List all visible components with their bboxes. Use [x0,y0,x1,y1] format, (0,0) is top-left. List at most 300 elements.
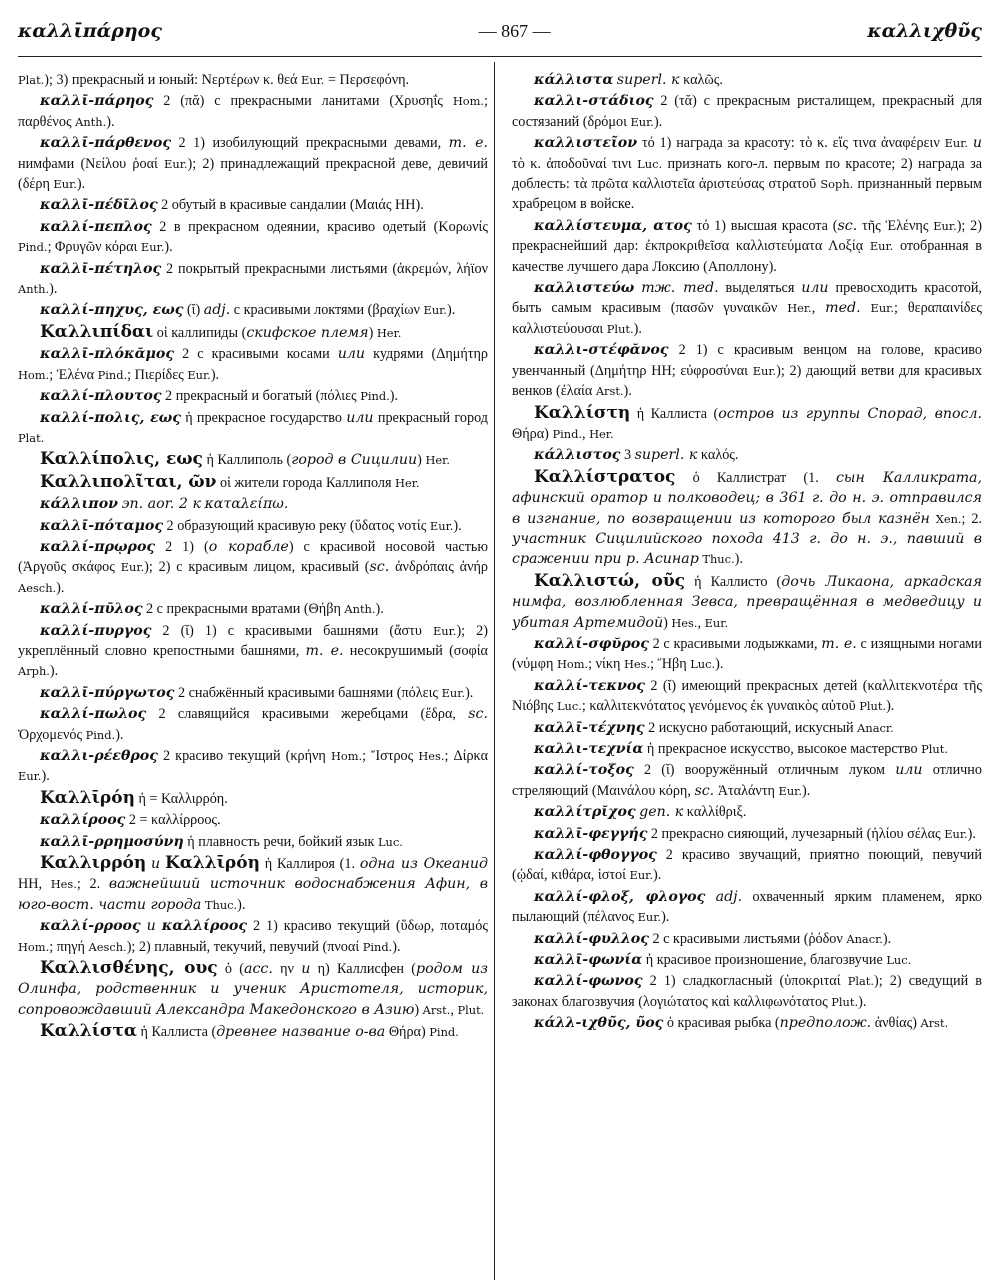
dictionary-entry [18,133,488,194]
entry-text: , [450,1001,458,1018]
italic-text: тж. med. [641,280,719,297]
dictionary-entry [18,810,488,830]
entry-text: ). [375,601,384,618]
entry-text: ἀνθίας) [871,1015,921,1032]
italic-text: sc. [837,217,858,234]
headword: καλλί-πρῳρος [40,538,156,555]
dictionary-entry [18,70,488,90]
entry-text: Ὀρχομενός [18,726,86,743]
source-abbreviation: Pind. [552,426,583,441]
source-abbreviation: Eur. [944,826,968,841]
entry-text: τὸ κ. ἀποδοῦναί τινι [512,155,638,172]
source-abbreviation: Hes. [671,615,698,630]
italic-text: gen. к [639,804,684,821]
source-abbreviation: Eur. [704,615,729,630]
source-abbreviation: Hom. [18,367,50,382]
source-abbreviation: Eur. [637,910,662,925]
source-abbreviation: Eur. [53,177,77,192]
entry-text: с изящными ногами (νύμφη [512,635,982,673]
entry-text: ἡ Каллисто ( [684,573,782,590]
entry-text: ἡ красивое произношение, благозвучие [642,952,887,969]
entry-text: ; Φρυγῶν κόραι [47,239,141,256]
entry-text: 2 прекрасно сияющий, лучезарный (ἡλίου σέλας [647,825,945,842]
italic-text: одна из Океанид [359,856,488,873]
italic-text: о корабле [208,538,289,555]
source-abbreviation: Plut. [859,699,887,714]
entry-text: ). [734,551,743,568]
entry-text: ). [801,782,811,799]
source-abbreviation: Plut. [457,1002,485,1017]
entry-text: 2 (ῐ) имеющий прекрасных детей (καλλιτεκνοτέρα τῆς Νιόβης [512,677,982,715]
headword: καλλι-τεχνία [534,741,644,757]
dictionary-entry [512,278,982,339]
left-column [18,70,488,1276]
entry-text: 2 снабжённый красивыми башнями (πόλεις [174,684,442,701]
right-column [512,70,982,1276]
dictionary-entry [512,571,982,633]
entry-text: Θήρα) [512,425,553,442]
entry-text: ). [392,938,401,955]
headword: καλλι-στάδιος [534,93,654,110]
italic-text: т. е. [448,135,488,152]
italic-text: древнее название о-ва [216,1024,386,1041]
dictionary-entry [18,516,488,536]
entry-text: 2 с красивыми листьями (ῥόδον [648,930,847,947]
entry-text: отлично стреляющий (Μαινάλου κόρη, [512,762,982,799]
dictionary-entry [18,449,488,470]
source-abbreviation: Eur. [629,868,653,883]
italic-text: т. е. [305,642,344,659]
italic-text: и [151,856,161,873]
dictionary-entry [18,322,488,343]
entry-text: ; Πιερίδες [127,366,188,383]
italic-text: участник Сицилийского похода 413 г. до н. э., павший в сражении при р. Асинар [512,530,982,568]
source-abbreviation: Eur. [778,783,802,798]
source-abbreviation: Eur. [441,685,466,700]
entry-text [705,889,715,905]
italic-text: adj. [715,888,743,905]
source-abbreviation: Eur. [870,301,894,316]
headword: καλλί-φλοξ, φλογος [534,888,706,905]
headword: καλλῑ-τέχνης [534,719,645,736]
headword: καλλῑ-πύργωτος [40,684,175,701]
headword: καλλῑ-πλόκᾰμος [40,346,175,363]
entry-text: нимфами (Νείλου ῥοαί [18,155,165,172]
entry-text: ). [886,698,895,715]
headword: κάλλιστος [534,447,621,464]
entry-text: ). [453,517,462,534]
source-abbreviation: Hom. [330,749,363,763]
entry-text: ). [967,825,976,842]
dictionary-entry [512,718,982,738]
headword: καλλί-φωνος [534,973,643,990]
dictionary-entry [18,916,488,957]
headword: καλλί-πεπλος [40,218,152,235]
source-abbreviation: Luc. [886,953,912,968]
source-abbreviation: Anth. [18,282,50,297]
entry-text: ; θεραπαινίδες καλλιστεύουσαι [512,300,982,337]
entry-text: ἡ Каллиста ( [630,405,719,422]
entry-text: 2 1) сладкогласный (ὑποκριταί [642,973,848,990]
italic-text: или [337,346,366,363]
headword: καλλί-πολις, εως [40,409,181,426]
source-abbreviation: Hom. [18,939,50,954]
source-abbreviation: Hes. [50,877,77,892]
entry-text: ). [882,930,892,947]
italic-text: важнейший источник водоснабжения Афин, в юго-вост. части города [18,876,488,913]
source-abbreviation: Pind. [97,367,128,382]
source-abbreviation: Hom. [556,657,589,672]
entry-text: ). [465,684,474,701]
dictionary-entry [18,746,488,787]
source-abbreviation: Plat. [18,73,45,87]
entry-text: ). [633,320,642,337]
dictionary-entry [512,760,982,801]
italic-text: т. е. [821,635,857,652]
dictionary-entry [18,300,488,320]
dictionary-entry [512,445,982,465]
dictionary-entry [18,1021,488,1042]
entry-text: τῆς Ἑλένης [857,217,934,234]
entry-text: ); 2) сведущий в законах благозвучия (λογιώτατος καὶ καλλιφωνότατος [512,973,982,1010]
source-abbreviation: Plat. [847,974,874,989]
proper-name-headword: Καλλιπίδαι [40,321,154,342]
source-abbreviation: Xen. [935,511,962,526]
entry-text: Θήρα) [385,1024,430,1041]
entry-text: несокрушимый (σοφία [343,642,488,659]
source-abbreviation: Eur. [187,367,211,382]
entry-text: 2 прекрасный и богатый (πόλιες [161,388,361,405]
entry-text [861,300,871,316]
entry-text: 2 1) с красивым венцом на голове, красиво увенчанный (Δημήτηρ HH; εὐφροσύναι [512,342,982,379]
source-abbreviation: Eur. [429,518,454,533]
source-abbreviation: Anacr. [846,931,883,946]
dictionary-entry [18,259,488,300]
source-abbreviation: Eur. [164,156,188,171]
proper-name-headword: Καλλιστώ, οῦς [534,570,685,591]
entry-text: ). [210,366,220,383]
entry-text: (ῐ) [183,302,204,319]
source-abbreviation: Her. [376,325,402,340]
headword: καλλί-φθογγος [534,847,657,864]
entry-text: 2 = καλλίρροος. [125,812,221,829]
italic-text: город в Сицилии [291,452,418,469]
italic-text: или [895,762,923,779]
entry-text: признать кого-л. первым по красоте; 2) награда за доблесть: τὰ πρῶτα καλλιστεῖα ἀριστεύσας στρατοῦ [512,155,982,193]
headword: καλλῑ-ρρημοσύνη [40,833,184,850]
entry-text: ); 2) с красивым лицом, красивый ( [144,559,370,576]
dictionary-entry [18,599,488,619]
headword: καλλῑ-πάρηος [40,93,154,110]
entry-text: τό 1) награда за красоту: τὸ κ. εἴς τινα ἀναφέρειν [637,135,945,152]
source-abbreviation: Hom. [452,94,485,109]
entry-text: отобранная в качестве лучшего дара Локсию (Аполлону). [512,238,982,275]
italic-text: и [972,135,982,152]
source-abbreviation: Plut. [921,742,948,756]
entry-text: τό 1) высшая красота ( [691,217,838,234]
headword: καλλί-ρροος [40,918,141,935]
dictionary-entry [512,676,982,717]
dictionary-entry [512,340,982,401]
entry-text: 2 (πᾰ) с прекрасными ланитами (Χρυσηΐς [153,93,453,110]
entry-text: ; Ἴστρος [362,748,419,764]
source-abbreviation: Eur. [630,114,654,129]
headword: καλλῑ-φωνία [534,952,643,969]
dictionary-entry [18,472,488,493]
dictionary-entry [18,704,488,745]
headword: καλλί-πωλος [40,706,147,723]
entry-text: 2 1) изобилующий прекрасными девами, [170,135,449,152]
entry-text: 2 покрытый прекрасными листьями (ἀκρεμών, λήϊον [161,260,488,277]
headword: καλλιστεῖον [534,135,638,152]
entry-text: ὁ Каллистрат (1. [675,469,836,486]
entry-text: Ἀταλάντη [714,782,779,799]
entry-text: ). [389,388,399,405]
source-abbreviation: Aesch. [18,580,57,595]
italic-text: скифское племя [246,324,369,341]
entry-text: выделяться [718,280,802,297]
italic-text: sc. [694,782,715,799]
headword: καλλῑ-πέτηλος [40,260,162,277]
source-abbreviation: Pind. [429,1025,459,1040]
entry-text: 2 красиво звучащий, приятно поющий, певучий (ᾠδαί, κιθάρα, ἱστοί [512,847,982,884]
headword: καλλῑ-φεγγής [534,825,648,842]
source-abbreviation: Her. [589,426,614,441]
source-abbreviation: Eur. [432,623,457,638]
entry-text: οἱ жители города Каллиполя [216,474,396,491]
source-abbreviation: Eur. [120,560,145,575]
entry-text: 2 с прекрасными вратами (Θήβη [142,601,345,618]
entry-text: ; παρθένος [18,93,488,130]
dictionary-entry [18,621,488,682]
entry-text: охваченный ярким пламенем, ярко пылающий (πέλανος [512,888,982,926]
entry-text: ). [164,239,173,256]
italic-text: и [301,961,311,978]
entry-text: 2 с красивыми лодыжками, [648,635,822,652]
entry-text: ; νίκη [588,656,624,673]
dictionary-entry [512,70,982,90]
dictionary-entry [18,408,488,449]
entry-text: 2 образующий красивую реку (ὕδατος νοτίς [163,517,430,534]
italic-text: или [801,280,829,297]
dictionary-entry [18,217,488,258]
entry-text: 2 искусно работающий, искусный [644,719,858,736]
source-abbreviation: Anth. [75,114,107,129]
headword: καλλί-σφῠρος [534,635,649,652]
dictionary-entry [18,344,488,385]
entry-text: ) [663,614,672,631]
entry-text: ); 2) плавный, текучий, певучий (πνοαί [126,938,363,955]
entry-text: ἡ плавность речи, бойкий язык [183,833,378,850]
dictionary-entry [18,91,488,132]
dictionary-entry [512,845,982,886]
source-abbreviation: Her. [425,453,450,468]
headword: καλλῑ-πόταμος [40,517,163,534]
proper-name-headword: Καλλίστη [534,402,631,423]
entry-text: ); 3) прекрасный и юный: Νερτέρων κ. θεά [44,72,301,88]
entry-text: ἀνδρόπαις ἀνήρ [389,559,488,576]
source-abbreviation: Luc. [556,699,582,714]
entry-text: ) [414,1001,423,1018]
headword: κάλλιπον [40,496,119,513]
entry-text: ). [41,768,50,785]
italic-text: acc. [244,961,273,978]
headword: καλλίροος [40,812,126,829]
dictionary-entry [512,467,982,570]
source-abbreviation: Pind. [360,389,390,404]
page-header [18,16,982,46]
italic-text: сын Калликрата, афинский оратор и полководец; в 361 г. до н. э. отправился в изгнание, по возвращении из которого был казнён [512,469,982,527]
entry-text: ; καλλιτεκνότατος γενόμενος ἐκ γυναικὸς αὐτοῦ [581,698,860,715]
source-abbreviation: Pind. [18,240,48,255]
headword: καλλίτρῐχος [534,804,636,821]
entry-text: с красивыми локтями (βραχίων [230,302,424,319]
entry-text: καλλίθριξ. [683,804,747,821]
italic-text: med. [825,300,861,317]
source-abbreviation: Her. [395,475,420,490]
headword: καλλίροος [161,918,247,935]
entry-text: ; πηγή [49,938,89,955]
source-abbreviation: Her. [787,301,812,316]
dictionary-entry [512,91,982,132]
italic-text: sc. [369,559,390,576]
proper-name-headword: Καλλιπολῖται, ῶν [40,471,217,492]
dictionary-entry [512,216,982,277]
dictionary-entry [512,887,982,928]
entry-text: 2 (τᾰ) с прекрасным ристалищем, прекрасный для состязаний (δρόμοι [512,93,982,130]
dictionary-entry [512,971,982,1012]
italic-text: sc. [468,706,488,723]
italic-text: остров из группы Спорад, впосл. [718,405,982,422]
entry-text: ἡ Каллиста ( [136,1024,217,1041]
italic-text: дочь Ликаона, аркадская нимфа, возлюбленная Зевса, превращённая в медведицу и убитая Артемидой [512,573,982,631]
entry-text: ). [661,909,670,926]
source-abbreviation: Eur. [300,73,325,87]
headword: καλλιστεύω [534,280,635,297]
dictionary-entry [512,1013,982,1033]
proper-name-headword: Καλλίστρατος [534,466,676,487]
headword: καλλί-πῡλος [40,601,143,618]
entry-text: ἡ Каллиполь ( [202,452,292,469]
dictionary-entry [18,958,488,1020]
dictionary-entry [512,634,982,675]
entry-text: 3 [620,447,635,464]
headword: καλλί-πλουτος [40,388,162,405]
headword: καλλι-ρέεθρος [40,748,158,764]
source-abbreviation: Anacr. [857,720,894,735]
headword: καλλί-πηχυς, εως [40,302,184,319]
headword: καλλι-στέφᾰνος [534,342,669,359]
headword: καλλί-τεκνος [534,677,645,694]
entry-text: кудрями (Δημήτηρ [365,346,488,363]
source-abbreviation: Eur. [933,218,957,233]
left-guide-word: καλλῑπάρηος [18,20,162,42]
entry-text: 2 славящийся красивыми жеребцами (ἕδρα, [146,706,469,723]
entry-text: 2 1) ( [155,538,209,555]
italic-text: καταλείπω. [204,496,289,513]
italic-text: предполож. [779,1015,872,1032]
source-abbreviation: Eur. [752,363,777,378]
source-abbreviation: Plat. [18,430,45,445]
dictionary-entry [18,195,488,215]
dictionary-entry [18,788,488,809]
entry-text: η) Каллисфен ( [310,961,416,978]
entry-text: 2 1) красиво текущий (ὕδωρ, ποταμός [247,918,488,935]
entry-text: ἡ прекрасное государство [180,409,347,426]
headword: καλλῑ-πέδῑλος [40,197,158,214]
dictionary-entry [18,683,488,703]
source-abbreviation: Arst. [920,1016,949,1031]
entry-text: ; Ἑλένα [49,366,98,383]
proper-name-headword: Καλλίπολις, εως [40,449,203,470]
entry-text: ); 2) принадлежащий прекрасной деве, девичий (δέρη [18,155,488,193]
entry-text: ). [237,896,246,913]
header-rule [18,56,982,57]
italic-text: и [146,918,156,935]
proper-name-headword: Καλλῑρόη [165,853,260,874]
headword: κάλλ-ιχθῦς, ῦος [534,1015,664,1032]
source-abbreviation: Pind. [362,939,393,954]
entry-text: ). [76,176,86,193]
entry-text: ); 2) прекраснейший дар: ἐκπροκριθεῖσα καλλιστεύματα Λοξίᾳ [512,217,982,255]
entry-text: ; Δίρκα [444,748,488,764]
source-abbreviation: Plut. [606,321,634,336]
headword: καλλί-πυργος [40,622,152,639]
source-abbreviation: Soph. [820,177,854,192]
entry-text: ). [49,281,58,298]
source-abbreviation: Thuc. [702,552,735,567]
source-abbreviation: Hes. [418,749,445,763]
source-abbreviation: Luc. [690,657,716,672]
dictionary-entry [512,133,982,215]
source-abbreviation: Thuc. [204,897,238,912]
dictionary-entry [512,824,982,844]
source-abbreviation: Eur. [140,240,165,255]
entry-text: ). [623,383,632,400]
entry-text: ; 2. [76,876,109,893]
dictionary-entry [18,537,488,598]
dictionary-entry [18,832,488,852]
entry-text: ) [368,324,377,341]
entry-text: 2 (ῐ) вооружённый отличным луком [633,762,896,779]
italic-text: или [346,409,374,426]
proper-name-headword: Καλλῑρόη [40,787,135,808]
dictionary-entry [18,386,488,406]
entry-text: ; Ἥβη [650,656,691,673]
italic-text: эп. aor. 2 к [121,496,201,513]
headword: καλλῑ-πάρθενος [40,135,171,152]
entry-text: 2 (ῐ) 1) с красивыми башнями (ἄστυ [151,622,433,639]
entry-text: ἡ = Καλλιρρόη. [134,790,228,807]
headword: κάλλιστα [534,72,614,88]
dictionary-entry [512,403,982,445]
proper-name-headword: Καλλιρρόη [40,853,147,874]
entry-text: καλῶς. [679,72,723,88]
entry-text: ὁ ( [217,961,244,978]
entry-text: ην [272,961,302,978]
source-abbreviation: Luc. [637,156,663,171]
dictionary-entry [512,929,982,949]
dictionary-entry [18,853,488,915]
entry-text: ). [858,993,867,1010]
proper-name-headword: Καλλισθένης, ους [40,958,218,979]
entry-text: = Περσεφόνη. [324,72,410,88]
dictionary-entry [512,802,982,822]
entry-text: превосходить красотой, быть самым красивым (πασῶν γυναικῶν [512,280,982,317]
entry-text: ). [49,663,59,680]
entry-text: , [582,425,590,442]
source-abbreviation: Anth. [344,602,376,617]
